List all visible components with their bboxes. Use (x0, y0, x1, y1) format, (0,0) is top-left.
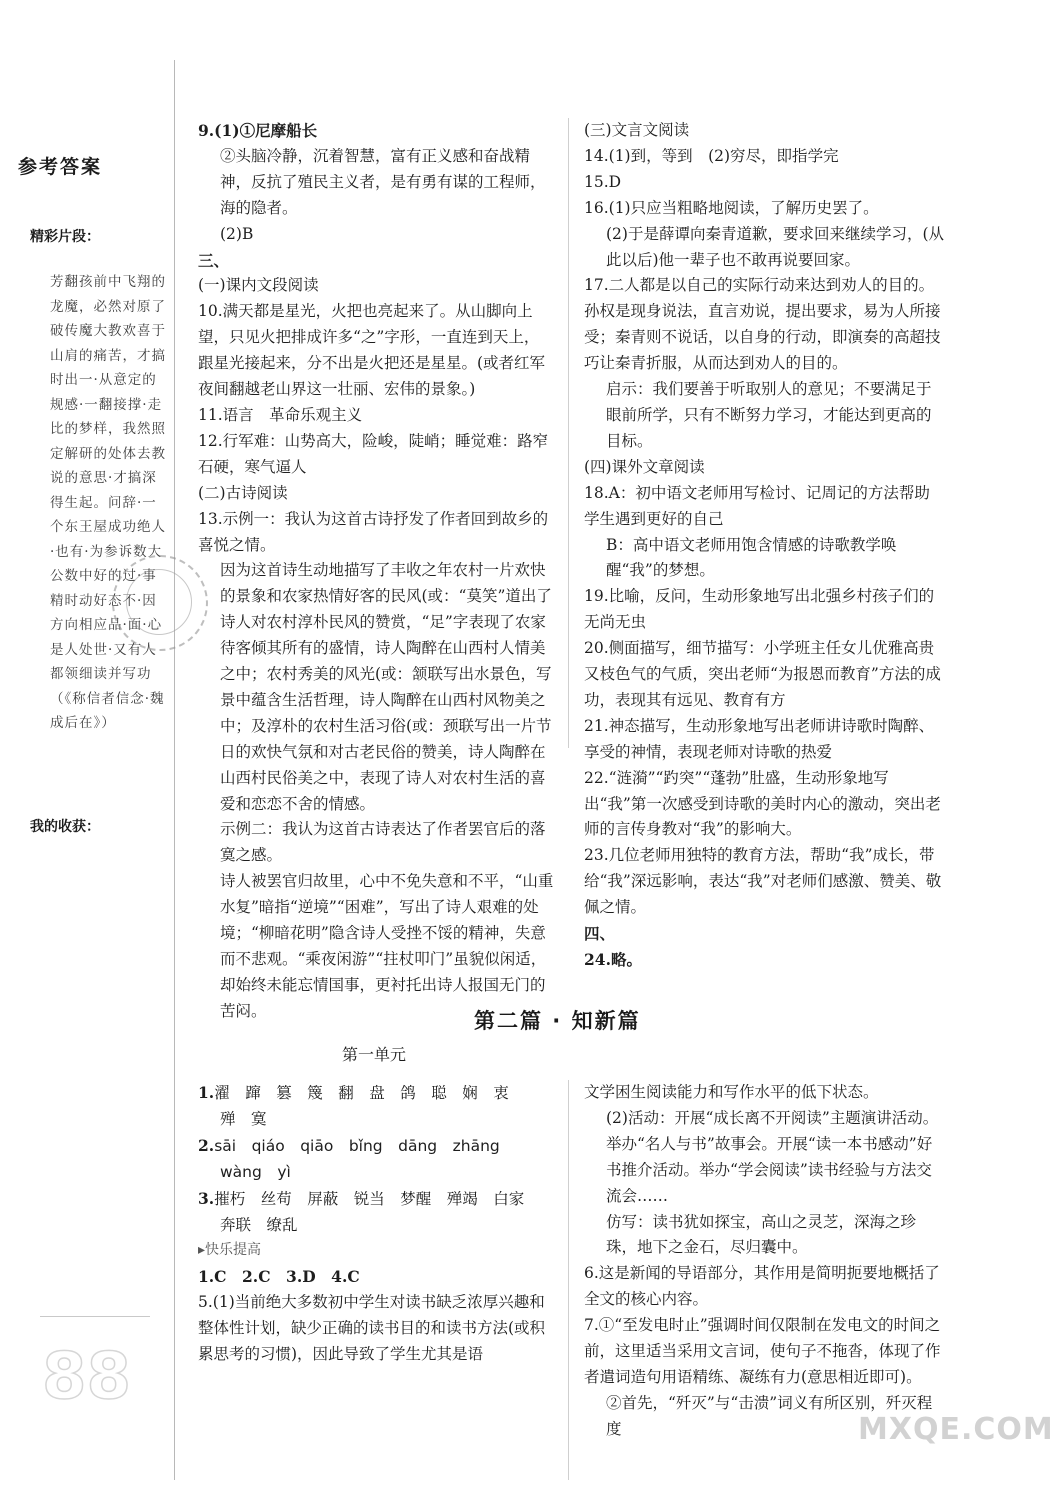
section-title: 第二篇 · 知新篇 (474, 1009, 641, 1033)
answer-item: 6.这是新闻的导语部分，其作用是简明扼要地概括了全文的核心内容。 (584, 1264, 940, 1309)
answer-item: 10.满天都是星光，火把也亮起来了。从山脚向上望，只见火把排成许多“之”字形，一直连到天上，跟星光接起来，分不出是火把还是星星。(或者红军夜间翻越老山界这一壮丽、宏伟的景象。) (198, 302, 546, 399)
answer-item: 15.D (584, 172, 622, 191)
section-heading: 四、 (584, 924, 616, 944)
answer-item: 11.语言 革命乐观主义 (198, 405, 363, 424)
subsection-heading: (一)课内文段阅读 (198, 276, 319, 295)
column-top-right (584, 118, 944, 973)
pinyin-answers: sāi qiáo qiāo bǐng dāng zhāng (214, 1136, 500, 1155)
answer-item: B：高中语文老师用饱含情感的诗歌教学唤醒“我”的梦想。 (606, 535, 897, 580)
answer-item: ②首先，“歼灭”与“击溃”词义有所区别，歼灭程度 (606, 1393, 933, 1438)
character-answers: 殚 寞 (220, 1109, 267, 1128)
margin-line (40, 1316, 150, 1317)
left-margin-column (0, 0, 178, 1495)
handwritten-note: 芳翻孩前中飞翔的龙魔，必然对原了破传魔大教欢喜于山肩的痛苦，才搞时出一·从意定的规感·一翻接撑·走比的梦样，我然照定解研的处体去教说的意思·才搞深得生起。问辞·一个东王屋成功绝人·也有·为参诉数大公数中好的过·事精时动好态不·因方向相应品·面·心是人处世·又有人都领细读并写功（《称信者信念·魏成后在》） (50, 274, 166, 731)
answer-item: 9.(1)①尼摩船长 (198, 121, 318, 140)
wonderful-segment-label: 精彩片段： (30, 229, 100, 245)
answer-item: 24.略。 (584, 950, 642, 969)
answer-item: 诗人被罢官归故里，心中不免失意和不平，“山重水复”暗指“逆境”“困难”，写出了诗人艰难的处境；“柳暗花明”隐含诗人受挫不馁的精神，失意而不悲观。“乘夜闲游”“拄杖叩门”虽貌似闲适，却始终未能忘情国事，更衬托出诗人报国无门的苦闷。 (220, 872, 554, 1020)
character-answers: 濯 蹿 篡 篾 翻 盘 鸽 聪 娴 衷 (214, 1084, 509, 1102)
answer-item: 仿写：读书犹如探宝，高山之灵芝，深海之珍珠，地下之金石，尽归囊中。 (606, 1212, 917, 1257)
play-icon: ▸ (198, 1242, 206, 1259)
page-number: 88 (42, 1340, 132, 1414)
word-answers: 奔联 缭乱 (220, 1215, 298, 1234)
answer-item: ②头脑冷静，沉着智慧，富有正义感和奋战精神，反抗了殖民主义者，是有勇有谋的工程师，海的隐者。 (220, 146, 546, 217)
subsection-heading: (三)文言文阅读 (584, 121, 690, 139)
answer-item: 因为这首诗生动地描写了丰收之年农村一片欢快的景象和农家热情好客的民风(或：“莫笑”道出了诗人对农村淳朴民风的赞赏，“足”字表现了农家待客倾其所有的盛情，诗人陶醉在山西村人情美之中；农村秀美的风光(或：颔联写出水景色，写景中蕴含生活哲理，诗人陶醉在山西村风物美之中；及淳朴的农村生活习俗(或：颈联写出一片节日的欢快气氛和对古老民俗的赞美，诗人陶醉在山西村民俗美之中，表现了诗人对农村生活的喜爱和恋恋不舍的情感。 (220, 561, 552, 813)
question-number: 2. (198, 1135, 215, 1155)
answer-key-title: 参考答案 (18, 156, 103, 178)
site-watermark: MXQE.COM (858, 1412, 1054, 1447)
question-number: 3. (198, 1188, 215, 1208)
happy-improve-label: ▸快乐提高 (198, 1242, 262, 1259)
answer-item: 17.二人都是以自己的实际行动来达到劝人的目的。孙权是现身说法，直言劝说，提出要求，易为人所接受；秦青则不说话，以自身的行动，即演奏的高超技巧让秦青折服，从而达到劝人的目的。 (584, 276, 941, 373)
column-bottom-left (198, 1080, 554, 1368)
unit-title: 第一单元 (342, 1045, 407, 1064)
stamp-mark (112, 555, 208, 651)
word-answers: 摧朽 丝苟 屏蔽 锐当 梦醒 殚竭 白家 (214, 1189, 525, 1208)
answer-item: (2)活动：开展“成长离不开阅读”主题演讲活动。举办“名人与书”故事会。开展“读一本书感动”好书推介活动。举办“学会阅读”读书经验与方法交流会…… (606, 1108, 939, 1205)
answer-item: 文学困生阅读能力和写作水平的低下状态。 (584, 1083, 879, 1101)
section-heading: 三、 (198, 250, 230, 270)
multiple-choice-answers: 1.C 2.C 3.D 4.C (198, 1267, 360, 1287)
subsection-heading: (四)课外文章阅读 (584, 457, 705, 476)
answer-item: 19.比喻，反问，生动形象地写出北强乡村孩子们的无尚无虫 (584, 587, 935, 632)
answer-item: 21.神态描写，生动形象地写出老师讲诗歌时陶醉、享受的神情，表现老师对诗歌的热爱 (584, 716, 935, 761)
answer-item: (2)于是薛谭向秦青道歉，要求回来继续学习，(从此以后)他一辈子也不敢再说要回家。 (606, 224, 945, 269)
answer-item: 16.(1)只应当粗略地阅读，了解历史罢了。 (584, 198, 879, 217)
answer-item: 13.示例一：我认为这首古诗抒发了作者回到故乡的喜悦之情。 (198, 509, 549, 554)
answer-item: 示例二：我认为这首古诗表达了作者罢官后的落寞之感。 (220, 820, 546, 865)
my-gain-label: 我的收获： (30, 819, 100, 835)
subsection-heading: (二)古诗阅读 (198, 483, 288, 502)
column-divider (568, 1080, 569, 1480)
answer-item: 18.A：初中语文老师用写检讨、记周记的方法帮助学生遇到更好的自己 (584, 483, 930, 528)
question-number: 1. (198, 1083, 215, 1102)
answer-item: 12.行军难：山势高大，险峻，陡峭；睡觉难：路窄石硬，寒气逼人 (198, 431, 549, 476)
margin-divider (174, 60, 175, 1480)
column-bottom-right (584, 1080, 944, 1443)
column-top-left (198, 118, 554, 1025)
answer-item: 22.“涟漪”“趵突”“蓬勃”肚盛，生动形象地写出“我”第一次感受到诗歌的美时内心的激动，突出老师的言传身教对“我”的影响大。 (584, 768, 941, 839)
answer-item: 5.(1)当前绝大多数初中学生对读书缺乏浓厚兴趣和整体性计划，缺少正确的读书目的和读书方法(或积累思考的习惯)，因此导致了学生尤其是语 (198, 1293, 546, 1364)
answer-item: 7.①“至发电时止”强调时间仅限制在发电文的时间之前，这里适当采用文言词，使句子不拖沓，体现了作者遣词造句用语精练、凝练有力(意思相近即可)。 (584, 1316, 941, 1386)
answer-item: 23.几位老师用独特的教育方法，帮助“我”成长，带给“我”深远影响，表达“我”对老师们感激、赞美、敬佩之情。 (584, 846, 942, 917)
column-divider (568, 118, 569, 748)
answer-item: 14.(1)到，等到 (2)穷尽，即指学完 (584, 146, 839, 165)
answer-item: (2)B (220, 224, 254, 243)
answer-item: 20.侧面描写，细节描写：小学班主任女儿优雅高贵又枝色气的气质，突出老师“为报恩而教育”方法的成功，表现其有远见、教育有方 (584, 639, 941, 709)
pinyin-answers: wàng yì (220, 1162, 291, 1181)
answer-item: 启示：我们要善于听取别人的意见；不要满足于眼前所学，只有不断努力学习，才能达到更高的目标。 (606, 380, 932, 450)
